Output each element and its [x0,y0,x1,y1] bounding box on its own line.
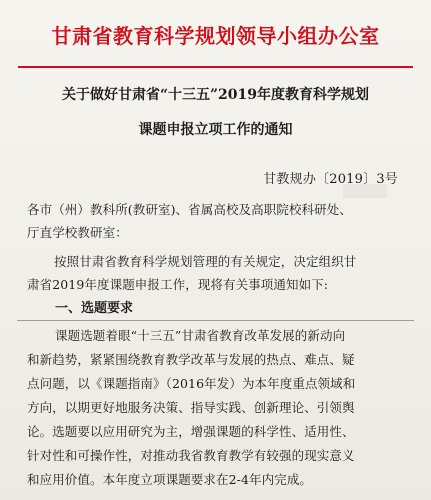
red-header-divider [18,66,413,68]
addressee-line-1: 各市（州）教科所(教研室)、省属高校及高职院校科研处、 [27,202,352,217]
intro-line-1: 按照甘肃省教育科学规划管理的有关规定，决定组织甘 [54,254,357,269]
section-1-paragraph-line-5: 论。选题要以应用研究为主，增强课题的科学性、适用性、 [27,424,355,439]
section-1-paragraph-line-2: 和新趋势，紧紧围绕教育教学改革与发展的热点、难点、疑 [27,352,355,367]
section-divider [17,320,414,321]
issuing-organization: 甘肃省教育科学规划领导小组办公室 [51,24,380,48]
section-1-paragraph-line-6: 针对性和可操作性，对推动我省教育教学有较强的现实意义 [27,448,355,463]
section-1-paragraph-line-3: 点问题，以《课题指南》（2016年发）为本年度重点领域和 [27,376,356,391]
section-1-paragraph-line-1: 课题选题着眼“十三五”甘肃省教育改革发展的新动向 [55,328,346,343]
section-1-paragraph-line-4: 方向，以期更好地服务决策、指导实践、创新理论、引领舆 [27,400,355,415]
faded-mark [343,184,387,198]
notice-title-line-1: 关于做好甘肃省“十三五”2019年度教育科学规划 [61,87,370,103]
section-1-paragraph-line-7: 和应用价值。本年度立项课题要求在2-4年内完成。 [27,472,313,487]
addressee-line-2: 厅直学校教研室： [27,225,128,240]
intro-line-2: 肃省2019年度课题申报工作，现将有关事项通知如下: [27,277,329,292]
section-1-heading: 一、选题要求 [55,301,134,316]
notice-title-line-2: 课题申报立项工作的通知 [138,122,293,138]
document-number: 甘教规办〔2019〕3号 [263,172,398,187]
